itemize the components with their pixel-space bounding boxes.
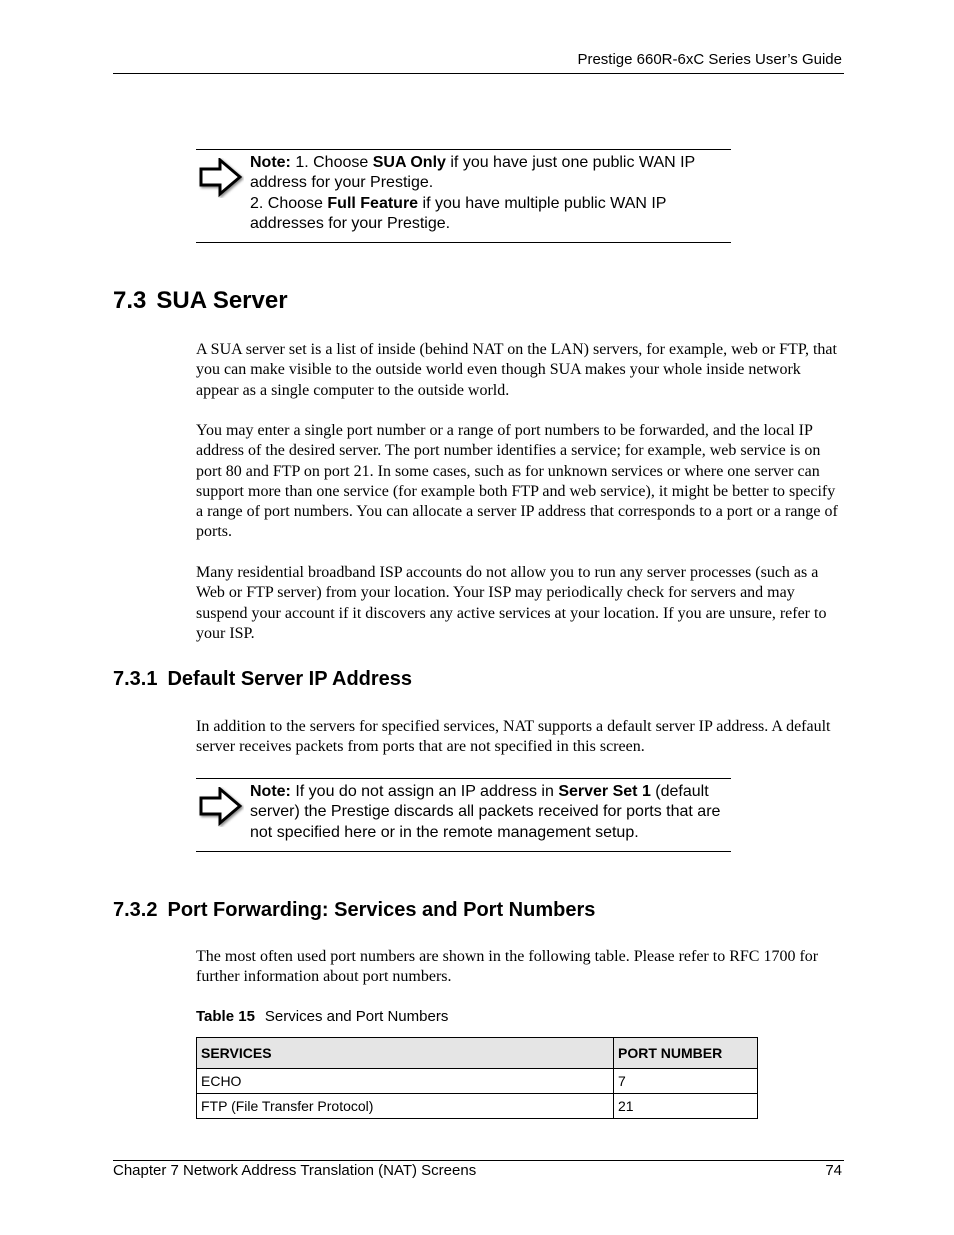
- sua-only-term: SUA Only: [372, 154, 446, 171]
- server-set-term: Server Set 1: [558, 783, 651, 800]
- note-box-server-set: [196, 778, 731, 852]
- page-number: 74: [825, 1162, 842, 1179]
- paragraph-port-numbers: The most often used port numbers are shown in the following table. Please refer to RFC 1700 for further information about port numbers.: [196, 948, 819, 986]
- section-heading-7-3-2: 7.3.2 Port Forwarding: Services and Port Numbers: [113, 899, 596, 921]
- note-box-sua-mode: [196, 149, 731, 243]
- section-heading-7-3: 7.3 SUA Server: [113, 287, 288, 314]
- paragraph-port-ranges: You may enter a single port number or a range of port numbers to be forwarded, and the local IP address of the desired server. The port number identifies a service; for example, web service is on port 80 and FTP on port 21. In some cases, such as for unknown services or where one server can support more than one service (for example both FTP and web service), it might be better to specify a range of port numbers. You can allocate a server IP address that corresponds to a port or a range of ports.: [196, 422, 838, 541]
- right-arrow-icon: [198, 787, 244, 827]
- note-text: Note: If you do not assign an IP address in Server Set 1 (default server) the Prestige discards all packets received for ports that are not specified here or in the remote management setup.: [250, 783, 721, 841]
- port-cell: 21: [614, 1094, 758, 1119]
- note-line-2: 2. Choose Full Feature if you have multiple public WAN IP addresses for your Prestige.: [250, 194, 667, 232]
- paragraph-isp-warning: Many residential broadband ISP accounts do not allow you to run any server processes (such as a Web or FTP server) from your location. Your ISP may periodically check for servers and may suspend your account if it discovers any active services at your location. If you are unsure, refer to your ISP.: [196, 564, 827, 642]
- table-caption: Table 15 Services and Port Numbers: [196, 1008, 449, 1025]
- full-feature-term: Full Feature: [327, 194, 419, 212]
- note-label: Note:: [250, 154, 291, 171]
- services-port-table: [196, 1037, 758, 1119]
- table-row: [197, 1069, 758, 1094]
- paragraph-default-server: In addition to the servers for specified services, NAT supports a default server IP address. A default server receives packets from ports that are not specified in this screen.: [196, 718, 831, 756]
- running-header: Prestige 660R-6xC Series User’s Guide: [577, 51, 842, 68]
- table-header-row: [197, 1038, 758, 1069]
- section-heading-7-3-1: 7.3.1 Default Server IP Address: [113, 668, 413, 690]
- paragraph-sua-intro: A SUA server set is a list of inside (behind NAT on the LAN) servers, for example, web or FTP, that you can make visible to the outside world even though SUA makes your whole inside network appear as a single computer to the outside world.: [196, 341, 837, 399]
- right-arrow-icon: [198, 158, 244, 198]
- note-line-1: Note: 1. Choose SUA Only if you have just one public WAN IP address for your Prestige.: [250, 154, 695, 192]
- column-header-services: SERVICES: [197, 1038, 614, 1069]
- table-row: [197, 1094, 758, 1119]
- column-header-port-number: PORT NUMBER: [614, 1038, 758, 1069]
- footer-chapter: Chapter 7 Network Address Translation (NAT) Screens: [113, 1162, 477, 1179]
- port-cell: 7: [614, 1069, 758, 1094]
- service-cell: FTP (File Transfer Protocol): [197, 1094, 614, 1119]
- note-label: Note:: [250, 783, 291, 800]
- service-cell: ECHO: [197, 1069, 614, 1094]
- header-divider: [113, 73, 844, 74]
- footer-divider: [113, 1160, 844, 1161]
